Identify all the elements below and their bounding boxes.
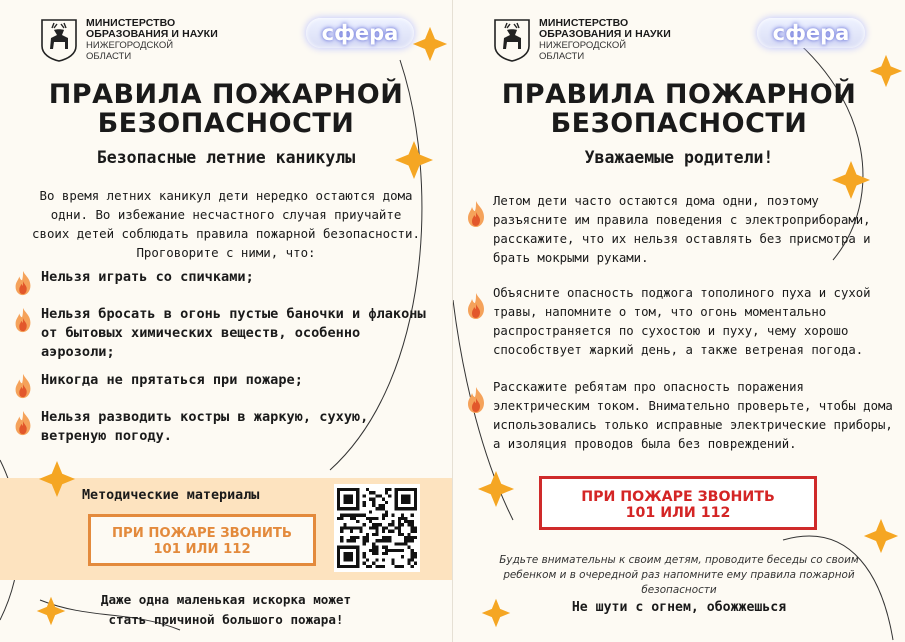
rule-text: Нельзя бросать в огонь пустые баночки и флаконы от бытовых химических веществ, особенно аэрозоли; — [41, 306, 426, 360]
page-title-line2: БЕЗОПАСНОСТИ — [97, 108, 355, 139]
ministry-region-line2: ОБЛАСТИ — [539, 51, 585, 62]
ministry-name-line2: ОБРАЗОВАНИЯ И НАУКИ — [86, 28, 218, 40]
emergency-call-box — [539, 476, 817, 530]
materials-title: Методические материалы — [82, 488, 260, 503]
rule-item — [10, 268, 442, 296]
emergency-call-numbers: 101 ИЛИ 112 — [153, 542, 251, 557]
flame-icon — [10, 307, 36, 333]
qr-code[interactable] — [334, 484, 420, 572]
sfera-logo-text: сфера — [321, 21, 399, 45]
deer-emblem-icon — [40, 18, 78, 62]
sfera-logo — [757, 18, 865, 48]
sfera-logo — [306, 18, 414, 48]
ministry-region-line2: ОБЛАСТИ — [86, 51, 132, 62]
deer-emblem-icon — [493, 18, 531, 62]
slogan — [20, 590, 432, 630]
rules-list — [10, 268, 442, 455]
advice-paragraph — [463, 284, 893, 360]
rule-text: Никогда не прятаться при пожаре; — [41, 372, 303, 388]
flame-icon — [463, 386, 489, 414]
page-subtitle: Уважаемые родители! — [584, 148, 774, 167]
parent-note: Будьте внимательны к своим детям, проводите беседы со своим ребенком и в очередной раз напомните ему правила пожарной безопасности — [499, 554, 859, 596]
emergency-call-box — [88, 514, 316, 566]
advice-text: Расскажите ребятам про опасность поражения электрическим током. Внимательно проверьте, чтобы дома использовались только исправные электрические приборы, а изоляция проводов была без повреждений. — [493, 380, 893, 451]
flame-icon — [10, 373, 36, 399]
flame-icon — [10, 410, 36, 436]
ministry-region-line1: НИЖЕГОРОДСКОЙ — [86, 40, 174, 51]
rule-item — [10, 371, 442, 399]
rule-item — [10, 408, 442, 446]
tagline: Не шути с огнем, обожжешься — [571, 600, 787, 615]
page-title-line1: ПРАВИЛА ПОЖАРНОЙ — [48, 79, 404, 110]
poster-right — [453, 0, 905, 642]
slogan-line2: стать причиной большого пожара! — [108, 612, 344, 627]
ministry-logo — [40, 18, 218, 62]
page-title-line1: ПРАВИЛА ПОЖАРНОЙ — [501, 79, 857, 110]
rule-text: Нельзя разводить костры в жаркую, сухую, ветреную погоду. — [41, 409, 369, 444]
flame-icon — [463, 200, 489, 228]
ministry-name-line2: ОБРАЗОВАНИЯ И НАУКИ — [539, 28, 671, 40]
slogan-line1: Даже одна маленькая искорка может — [100, 592, 352, 607]
sfera-logo-text: сфера — [772, 21, 850, 45]
rule-text: Нельзя играть со спичками; — [41, 269, 254, 285]
emergency-call-numbers: 101 ИЛИ 112 — [625, 505, 731, 521]
ministry-name-line1: МИНИСТЕРСТВО — [86, 17, 176, 29]
advice-paragraph — [463, 378, 893, 454]
flame-icon — [10, 270, 36, 296]
poster-left — [0, 0, 452, 642]
star-icon — [477, 470, 515, 508]
page-title — [453, 80, 905, 138]
page-title — [0, 80, 452, 138]
page-title-line2: БЕЗОПАСНОСТИ — [550, 108, 808, 139]
ministry-name-line1: МИНИСТЕРСТВО — [539, 17, 629, 29]
emergency-call-line1: ПРИ ПОЖАРЕ ЗВОНИТЬ — [112, 526, 292, 541]
intro-text: Во время летних каникул дети нередко остаются дома одни. Во избежание несчастного случая приучайте своих детей соблюдать правила пожарной безопасности. Проговорите с ними, что: — [32, 188, 420, 260]
ministry-logo — [493, 18, 671, 62]
star-icon — [863, 518, 899, 554]
emergency-call-line1: ПРИ ПОЖАРЕ ЗВОНИТЬ — [581, 489, 775, 505]
page-subtitle: Безопасные летние каникулы — [96, 148, 356, 167]
rule-item — [10, 305, 442, 362]
ministry-region-line1: НИЖЕГОРОДСКОЙ — [539, 40, 627, 51]
advice-text: Объясните опасность поджога тополиного пуха и сухой травы, напомните о том, что огонь моментально распространяется по сухостою и пуху, чему хорошо способствует жаркий день, а также ветреная погода. — [493, 286, 871, 357]
flame-icon — [463, 292, 489, 320]
advice-text: Летом дети часто остаются дома одни, поэтому разъясните им правила поведения с электроприборами, расскажите, что их нельзя оставлять без присмотра и брать мокрыми руками. — [493, 194, 871, 265]
advice-paragraph — [463, 192, 893, 268]
star-icon — [412, 26, 448, 62]
